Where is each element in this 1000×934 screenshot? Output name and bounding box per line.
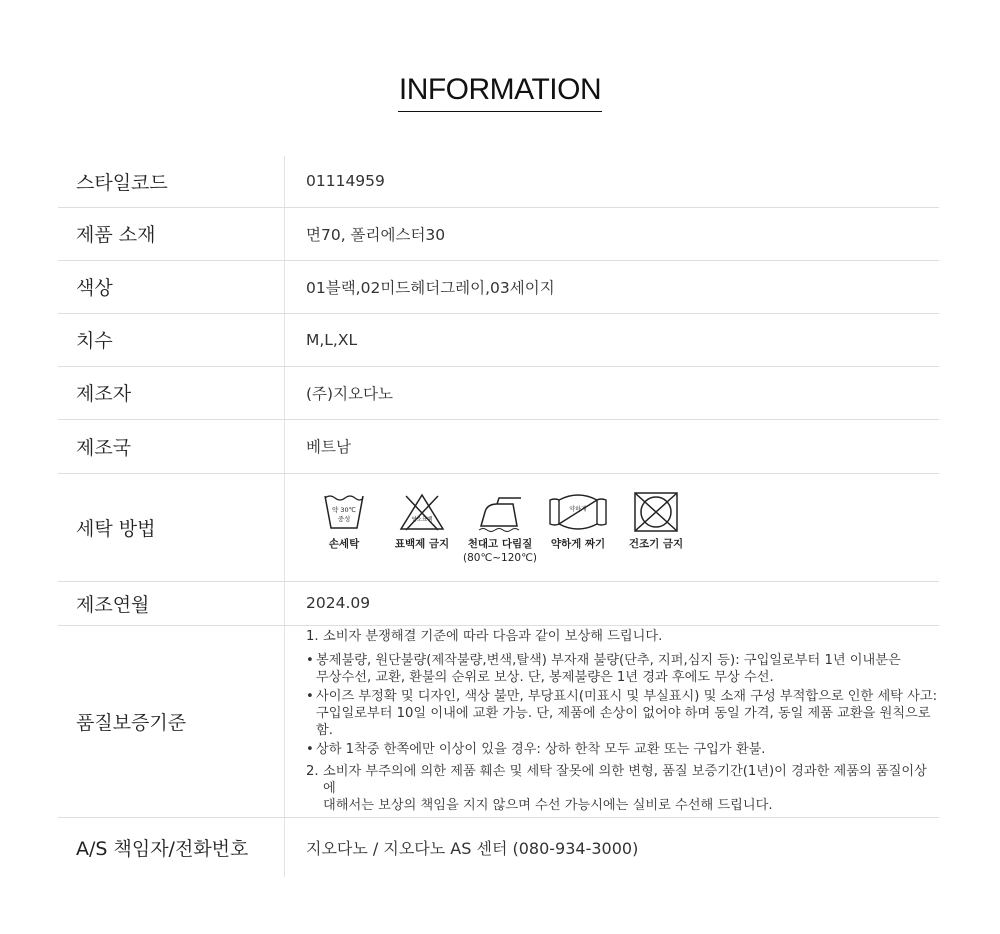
quality-bullet-1-line1: 봉제불량, 원단불량(제작불량,변색,탈색) 부자재 불량(단추, 지퍼,심지 등): 구입일로부터 1년 이내분은 — [316, 653, 901, 668]
quality-bullet-2 — [306, 688, 939, 739]
no-bleach-caption: 표백제 금지 — [394, 538, 450, 550]
bullet-dot-icon: • — [306, 689, 314, 704]
label-color: 색상 — [58, 260, 285, 313]
no-tumble-dry-icon — [631, 492, 681, 532]
row-country — [58, 419, 939, 473]
quality-bullet-3-line1: 상하 1착중 한쪽에만 이상이 있을 경우: 상하 한착 모두 교환 또는 구입가 환불. — [316, 742, 766, 757]
page-title: INFORMATION — [0, 72, 1000, 112]
value-washing — [285, 473, 940, 581]
no-bleach-icon — [396, 492, 448, 532]
label-material: 제품 소재 — [58, 207, 285, 260]
quality-item-2-line1: 소비자 부주의에 의한 제품 훼손 및 세탁 잘못에 의한 변형, 품질 보증기간(1년)이 경과한 제품의 품질이상에 — [323, 764, 927, 796]
iron-caption: 천대고 다림질 — [467, 538, 533, 550]
label-country: 제조국 — [58, 419, 285, 473]
quality-item-2-line2: 대해서는 보상의 책임을 지지 않으며 수선 가능시에는 실비로 수선해 드립니다. — [323, 798, 773, 813]
hand-wash-detergent: 중성 — [337, 515, 351, 523]
row-manufacture-date — [58, 581, 939, 625]
label-quality-guarantee: 품질보증기준 — [58, 625, 285, 817]
quality-terms — [306, 628, 939, 814]
hand-wash-icon — [322, 492, 366, 532]
care-item-iron — [459, 492, 541, 564]
quality-bullet-1 — [306, 652, 939, 686]
value-color: 01블랙,02미드헤더그레이,03세이지 — [285, 260, 940, 313]
gentle-wring-icon — [547, 492, 609, 532]
value-as-contact: 지오다노 / 지오다노 AS 센터 (080-934-3000) — [306, 838, 639, 858]
quality-item-1-text: 소비자 분쟁해결 기준에 따라 다음과 같이 보상해 드립니다. — [323, 629, 663, 644]
row-material — [58, 207, 939, 260]
care-item-no-bleach — [381, 492, 463, 551]
no-bleach-text: 염소표백 — [411, 517, 433, 523]
label-style-code: 스타일코드 — [58, 156, 285, 207]
bullet-dot-icon: • — [306, 653, 314, 668]
care-item-hand-wash — [303, 492, 385, 551]
quality-bullet-2-line1: 사이즈 부정확 및 디자인, 색상 불만, 부당표시(미표시 및 부실표시) 및 소재 구성 부적합으로 인한 세탁 사고: — [316, 689, 938, 704]
row-quality-guarantee — [58, 625, 939, 817]
value-country: 베트남 — [285, 419, 940, 473]
quality-bullet-3 — [306, 741, 939, 758]
quality-bullet-2-line2: 구입일로부터 10일 이내에 교환 가능. 단, 제품에 손상이 없어야 하며 동일 가격, 동일 제품 교환을 원칙으로 함. — [316, 706, 931, 738]
row-washing — [58, 473, 939, 581]
iron-temp-range: (80℃~120℃) — [463, 552, 537, 564]
care-icons — [303, 492, 939, 564]
gentle-wring-caption: 약하게 짜기 — [550, 538, 606, 550]
iron-icon — [475, 492, 525, 532]
label-as-contact: A/S 책임자/전화번호 — [58, 817, 285, 877]
gentle-wring-text: 약하게 — [569, 506, 587, 513]
quality-item-2 — [306, 763, 939, 814]
row-color — [58, 260, 939, 313]
care-item-gentle-wring — [537, 492, 619, 551]
row-manufacturer — [58, 366, 939, 419]
value-quality-guarantee — [285, 625, 940, 817]
no-tumble-dry-caption: 건조기 금지 — [628, 538, 684, 550]
row-as-contact — [58, 817, 939, 877]
care-item-no-tumble-dry — [615, 492, 697, 551]
quality-item-1 — [306, 628, 939, 645]
hand-wash-caption: 손세탁 — [328, 538, 360, 550]
bullet-dot-icon: • — [306, 742, 314, 757]
label-size: 치수 — [58, 313, 285, 366]
hand-wash-temp: 약 30℃ — [332, 506, 356, 514]
row-size — [58, 313, 939, 366]
value-material: 면70, 폴리에스터30 — [285, 207, 940, 260]
value-size: M,L,XL — [285, 313, 940, 366]
quality-item-2-number: 2. — [306, 764, 319, 779]
quality-item-1-number: 1. — [306, 629, 319, 644]
label-manufacturer: 제조자 — [58, 366, 285, 419]
value-manufacture-date: 2024.09 — [285, 581, 940, 625]
quality-bullet-1-line2: 무상수선, 교환, 환불의 순위로 보상. 단, 봉제불량은 1년 경과 후에도 무상 수선. — [316, 670, 774, 685]
label-manufacture-date: 제조연월 — [58, 581, 285, 625]
product-info-table — [58, 156, 939, 877]
label-washing: 세탁 방법 — [58, 473, 285, 581]
row-style-code — [58, 156, 939, 207]
value-style-code: 01114959 — [285, 156, 940, 207]
value-manufacturer: (주)지오다노 — [285, 366, 940, 419]
